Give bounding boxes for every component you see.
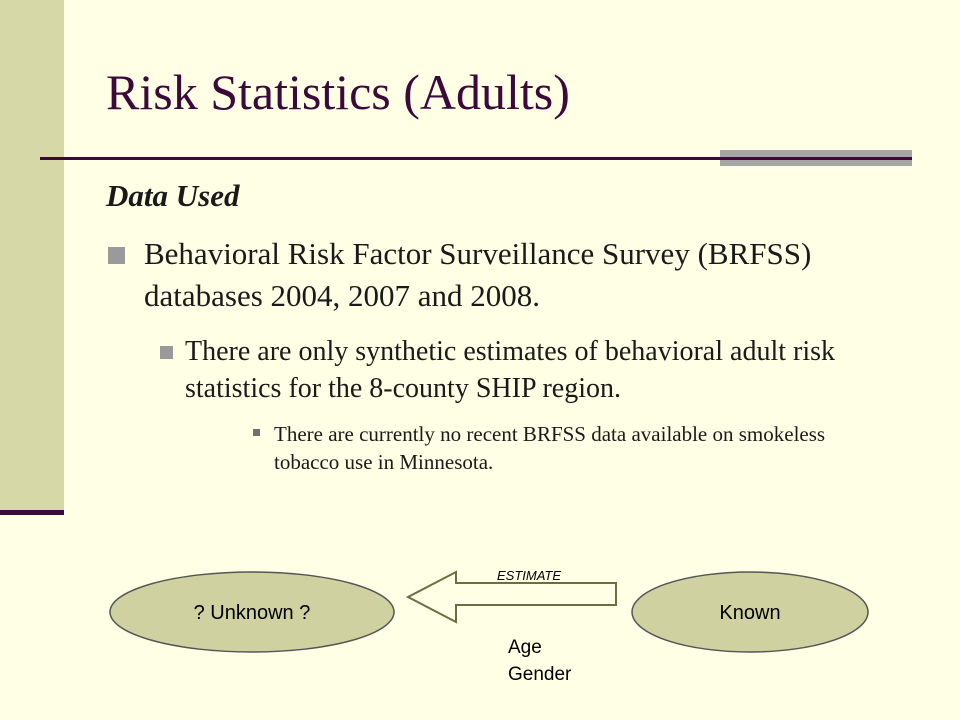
factor-age: Age <box>508 637 542 658</box>
bullet-text: Behavioral Risk Factor Surveillance Survey (BRFSS) databases 2004, 2007 and 2008. <box>144 236 812 313</box>
known-label: Known <box>719 602 781 624</box>
slide-title: Risk Statistics (Adults) <box>106 64 570 120</box>
bullet-text: There are only synthetic estimates of behavioral adult risk statistics for the 8-county SHIP region. <box>185 336 836 404</box>
section-heading: Data Used <box>106 178 240 213</box>
unknown-label: ? Unknown ? <box>193 602 311 624</box>
factor-gender: Gender <box>508 664 572 685</box>
factor-list <box>508 634 571 688</box>
bullet-text: There are currently no recent BRFSS data available on smokeless tobacco use in Minnesota. <box>274 422 826 474</box>
arrow-label: ESTIMATE <box>497 568 562 583</box>
